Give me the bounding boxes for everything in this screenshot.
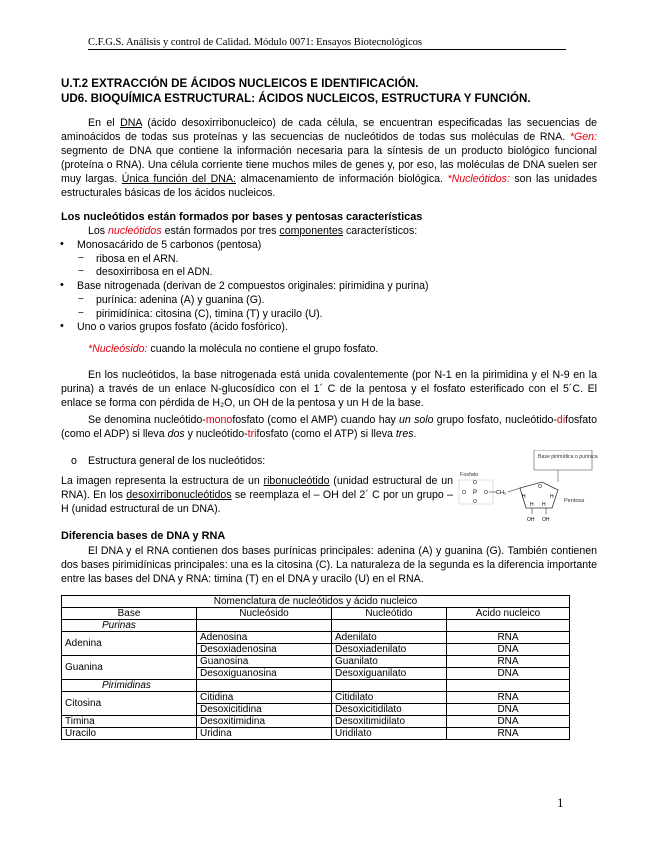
table-caption: Nomenclatura de nucleótidos y ácido nucleico (62, 596, 570, 608)
acido-cell: RNA (447, 692, 570, 704)
base-cell: Guanina (62, 656, 197, 680)
nucleosido-cell: Uridina (197, 728, 332, 740)
section-heading-nucleotidos: Los nucleótidos están formados por bases y pentosas características (61, 211, 423, 223)
page-number: 1 (557, 795, 564, 810)
ring-oxygen: O (538, 484, 542, 490)
dna-term: DNA (120, 117, 142, 129)
bullet-marker: • (60, 320, 64, 333)
oxygen-atom-right: O (484, 490, 488, 496)
table-row (62, 728, 570, 740)
list-item: desoxirribosa en el ADN. (96, 266, 213, 279)
nucleosido-definition (88, 343, 378, 355)
header-acido-nucleico: Ácido nucleico (447, 608, 570, 620)
fosfatos-text: Se denomina nucleótido- (88, 414, 206, 426)
empty-cell (447, 620, 570, 632)
list-item: purínica: adenina (A) y guanina (G). (96, 293, 265, 306)
pentosa-label: Pentosa (564, 498, 585, 504)
list-item: Base nitrogenada (derivan de 2 compuestos originales: pirimidina y purina) (77, 280, 429, 293)
table-row (62, 716, 570, 728)
diferencia-text: El DNA y el RNA contienen dos bases purínicas principales: adenina (A) y guanina (G). También contienen dos bases pirimidínicas principales: una es la citosina (C). La naturaleza de la segunda es la diferencia importante entre las bases del DNA y RNA: timina (T) en el DNA y uracilo (U) en el RNA. (61, 545, 597, 585)
table-row (62, 632, 570, 644)
tres-term: tres (395, 428, 414, 440)
nucleotidos-term: *Nucleótidos: (447, 173, 510, 185)
hydroxyl-3: OH (527, 517, 535, 523)
nucleosido-cell: Citidina (197, 692, 332, 704)
intro-text: almacenamiento de información biológica. (235, 173, 448, 185)
section-heading-diferencia: Diferencia bases de DNA y RNA (61, 530, 226, 542)
dash-marker: − (78, 252, 84, 264)
imagen-text: (unidad estructural de un RNA). En los (61, 475, 453, 501)
nucleosido-cell: Desoxiadenosina (197, 644, 332, 656)
fosfato-label: Fosfato (460, 472, 479, 478)
empty-cell (447, 680, 570, 692)
group-purinas: Purinas (62, 620, 197, 632)
intro-paragraph (61, 116, 597, 200)
dash-marker: − (78, 307, 84, 319)
phosphorus-atom: P (473, 490, 478, 496)
header-nucleosido: Nucleósido (197, 608, 332, 620)
mono-term: mono (205, 414, 233, 426)
base-cell: Citosina (62, 692, 197, 716)
comp-text: están formados por tres (161, 225, 280, 237)
nomenclature-table (61, 595, 570, 740)
ring-h3: H (530, 502, 534, 508)
enlace-text: En los nucleótidos, la base nitrogenada está unida covalentemente (por N-1 en la pirimidina y el N-9 en la purina) a través de un enlace N-glucosídico con el 1´ C de la pentosa y el fosfato esterificado con el 5´C. El enlace se forma con pérdida de H₂O, un OH de la pentosa y un H de la base. (61, 369, 597, 409)
title-ud: UD6. BIOQUÍMICA ESTRUCTURAL: ÁCIDOS NUCLEICOS, ESTRUCTURA Y FUNCIÓN. (61, 92, 531, 105)
imagen-text: se reemplaza el – OH del 2´ C por un grupo –H (unidad estructural de un DNA). (61, 489, 453, 515)
oxygen-atom-bottom: O (473, 499, 477, 505)
nucleotido-cell: Uridilato (332, 728, 447, 740)
empty-cell (332, 620, 447, 632)
page-header: C.F.G.S. Análisis y control de Calidad. Módulo 0071: Ensayos Biotecnológicos (88, 37, 566, 50)
dash-marker: − (78, 266, 84, 278)
gen-term: *Gen: (569, 131, 597, 143)
dash-marker: − (78, 293, 84, 305)
nucleotide-structure-figure (458, 450, 598, 524)
unica-funcion-term: Única función del DNA: (121, 173, 236, 185)
empty-cell (197, 680, 332, 692)
imagen-text: La imagen representa la estructura de un (61, 475, 264, 487)
estructura-bullet: o (71, 455, 77, 467)
acido-cell: RNA (447, 728, 570, 740)
acido-cell: DNA (447, 716, 570, 728)
ring-h4: H (542, 502, 546, 508)
nucleotido-cell: Guanilato (332, 656, 447, 668)
oxygen-atom-left: O (462, 490, 466, 496)
base-cell: Uracilo (62, 728, 197, 740)
acido-cell: RNA (447, 632, 570, 644)
group-pirimidinas: Pirimidinas (62, 680, 197, 692)
ribonucleotido-term: ribonucleótido (263, 475, 330, 487)
list-item: Uno o varios grupos fosfato (ácido fosfórico). (77, 321, 288, 334)
nucleotido-cell: Citidilato (332, 692, 447, 704)
acido-cell: DNA (447, 668, 570, 680)
acido-cell: DNA (447, 704, 570, 716)
base-label: Base pirimídica o purínica (538, 454, 598, 460)
bullet-marker: • (60, 238, 64, 250)
nucleotidos-term: nucleótidos (108, 225, 162, 237)
table-row (62, 692, 570, 704)
title-unit: U.T.2 EXTRACCIÓN DE ÁCIDOS NUCLEICOS E IDENTIFICACIÓN. (61, 77, 419, 90)
hydroxyl-2: OH (542, 517, 550, 523)
acido-cell: RNA (447, 656, 570, 668)
list-item: Monosacárido de 5 carbonos (pentosa) (77, 239, 262, 251)
comp-text: Los (88, 225, 109, 237)
nucleosido-text: cuando la molécula no contiene el grupo fosfato. (147, 343, 379, 355)
nucleotido-cell: Desoxicitidilato (332, 704, 447, 716)
header-base: Base (62, 608, 197, 620)
intro-text: En el (88, 117, 121, 129)
nucleosido-cell: Desoxiguanosina (197, 668, 332, 680)
nucleosido-cell: Guanosina (197, 656, 332, 668)
acido-cell: DNA (447, 644, 570, 656)
componentes-line (88, 225, 417, 237)
empty-cell (332, 680, 447, 692)
componentes-term: componentes (279, 225, 344, 237)
ch2-group: CH₂ (496, 490, 507, 496)
diferencia-paragraph (61, 544, 597, 586)
header-nucleotido: Nucleótido (332, 608, 447, 620)
di-term: di (556, 414, 566, 426)
comp-text: característicos: (343, 225, 418, 237)
estructura-heading: Estructura general de los nucleótidos: (88, 455, 266, 467)
enlace-paragraph (61, 368, 597, 410)
fosfatos-text: fosfato (como el ATP) si lleva (256, 428, 396, 440)
nucleotido-cell: Desoxitimidilato (332, 716, 447, 728)
bullet-marker: • (60, 279, 64, 292)
list-item: pirimidínica: citosina (C), timina (T) y uracilo (U). (96, 307, 323, 320)
nucleotido-cell: Adenilato (332, 632, 447, 644)
dos-term: dos (167, 428, 185, 440)
intro-text: son las unidades estructurales básicas de los ácidos nucleicos. (61, 173, 597, 199)
intro-text: segmento de DNA que contiene la información necesaria para la síntesis de un producto biológico funcional (proteína o RNA). Una célula corriente tiene muchos miles de genes y, por eso, las moléculas de DNA suelen ser muy largas. (61, 145, 597, 185)
nucleosido-cell: Desoxicitidina (197, 704, 332, 716)
list-item: ribosa en el ARN. (96, 252, 179, 265)
imagen-paragraph (61, 474, 453, 516)
ring-h2: H (550, 494, 554, 500)
table-row (62, 656, 570, 668)
nucleosido-cell: Adenosina (197, 632, 332, 644)
fosfatos-text: grupo fosfato, nucleótido- (433, 414, 557, 426)
nucleosido-term: *Nucleósido: (88, 343, 148, 355)
nucleotido-cell: Desoxiadenilato (332, 644, 447, 656)
fosfatos-paragraph (61, 413, 597, 441)
ring-h1: H (522, 494, 526, 500)
oxygen-atom-top: O (473, 480, 477, 486)
empty-cell (197, 620, 332, 632)
fosfatos-text: y nucleótido- (184, 428, 248, 440)
intro-text: (ácido desoxirribonucleico) de cada célula, se encuentran especificadas las secuencias de aminoácidos de todas sus proteínas y las secuencias de nucleótidos de todas sus moléculas de RNA. (61, 117, 598, 143)
base-cell: Timina (62, 716, 197, 728)
fosfatos-text: fosfato (como el ADP) si lleva (61, 414, 597, 440)
fosfatos-text: fosfato (como el AMP) cuando hay (232, 414, 400, 426)
tri-term: tri (247, 428, 257, 440)
desoxirribonucleotidos-term: desoxirribonucleótidos (126, 489, 232, 501)
nucleotido-cell: Desoxiguanilato (332, 668, 447, 680)
base-box (534, 450, 592, 470)
nucleosido-cell: Desoxitimidina (197, 716, 332, 728)
base-cell: Adenina (62, 632, 197, 656)
un-solo-term: un solo (399, 414, 434, 426)
fosfatos-text: . (413, 428, 417, 440)
